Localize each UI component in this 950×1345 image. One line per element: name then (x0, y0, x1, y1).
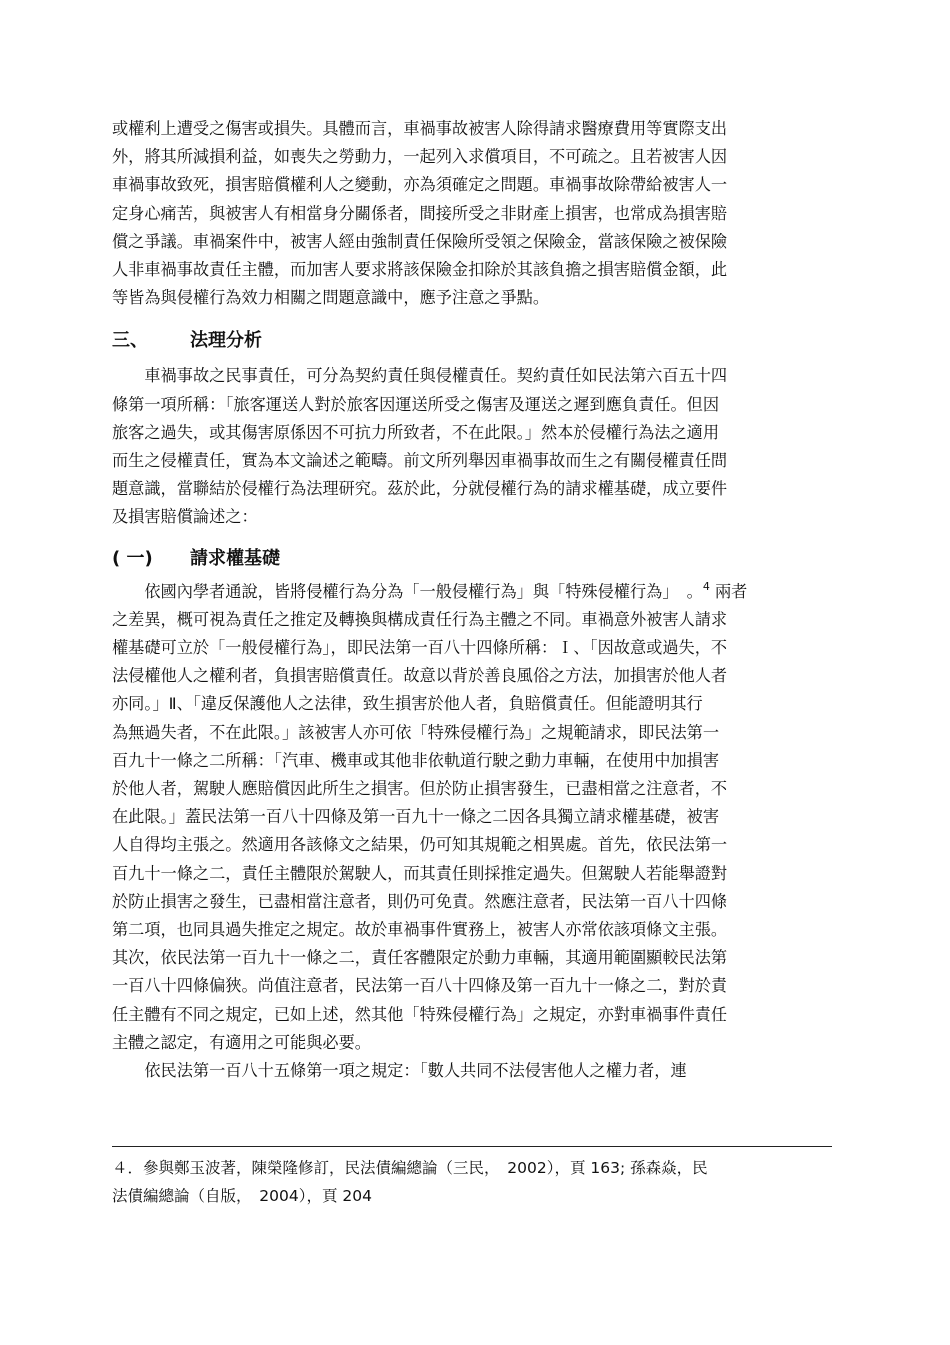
footnote-divider (112, 1146, 832, 1147)
text-line: 其次，依民法第一百九十一條之二，責任客體限定於動力車輛，其適用範圍顯較民法第 (112, 948, 728, 968)
text-fragment: 依國內學者通說，皆將侵權行為分為「一般侵權行為」與「特殊侵權行為」 。 (112, 581, 703, 601)
subsection-number: ( 一) (112, 547, 153, 569)
text-line: 之差異，概可視為責任之推定及轉換與構成責任行為主體之不同。車禍意外被害人請求 (112, 609, 728, 629)
text-line: 為無過失者，不在此限。」該被害人亦可依「特殊侵權行為」之規範請求，即民法第一 (112, 722, 720, 742)
text-line: 在此限。」蓋民法第一百八十四條及第一百九十一條之二因各具獨立請求權基礎，被害 (112, 807, 720, 827)
text-line: 任主體有不同之規定，已如上述，然其他「特殊侵權行為」之規定，亦對車禍事件責任 (112, 1004, 728, 1024)
text-fragment: 兩者 (709, 581, 748, 601)
text-line: 外，將其所減損利益，如喪失之勞動力，一起列入求償項目，不可疏之。且若被害人因 (112, 147, 728, 167)
page-body (112, 115, 836, 1085)
text-line: 人自得均主張之。然適用各該條文之結果，仍可知其規範之相異處。首先，依民法第一 (112, 835, 728, 855)
paragraph-legal-analysis (112, 362, 836, 531)
text-line: 亦同。」Ⅱ、「違反保護他人之法律，致生損害於他人者，負賠償責任。但能證明其行 (112, 694, 703, 714)
footnote (112, 1154, 832, 1210)
text-line (112, 578, 836, 606)
text-line: 依民法第一百八十五條第一項之規定：「數人共同不法侵害他人之權力者，連 (112, 1061, 687, 1081)
text-line: 人非車禍事故責任主體，而加害人要求將該保險金扣除於其該負擔之損害賠償金額，此 (112, 260, 728, 280)
paragraph-damages (112, 115, 836, 312)
text-line: 於他人者，駕駛人應賠償因此所生之損害。但於防止損害發生，已盡相當之注意者，不 (112, 779, 728, 799)
section-number: 三、 (112, 330, 148, 352)
footnote-line: ４．參與鄭玉波著，陳榮隆修訂，民法債編總論（三民， 2002），頁 163; 孫森焱，民 (112, 1159, 708, 1177)
paragraph-joint-tort (112, 1057, 836, 1085)
text-line: 主體之認定，有適用之可能與必要。 (112, 1032, 371, 1052)
subsection-heading (112, 544, 836, 574)
text-line: 車禍事故之民事責任，可分為契約責任與侵權責任。契約責任如民法第六百五十四 (112, 366, 728, 386)
text-line: 旅客之過失，或其傷害原係因不可抗力所致者，不在此限。」然本於侵權行為法之適用 (112, 422, 720, 442)
text-line: 條第一項所稱：「旅客運送人對於旅客因運送所受之傷害及運送之遲到應負責任。但因 (112, 394, 720, 414)
section-heading (112, 326, 836, 356)
text-line: 法侵權他人之權利者，負損害賠償責任。故意以背於善良風俗之方法，加損害於他人者 (112, 666, 728, 686)
section-title: 法理分析 (190, 330, 262, 352)
paragraph-claim-basis (112, 578, 836, 1057)
text-line: 而生之侵權責任，實為本文論述之範疇。前文所列舉因車禍事故而生之有關侵權責任問 (112, 451, 728, 471)
text-line: 等皆為與侵權行為效力相關之問題意識中，應予注意之爭點。 (112, 288, 550, 308)
footnote-line: 法債編總論（自版， 2004），頁 204 (112, 1187, 372, 1205)
text-line: 百九十一條之二，責任主體限於駕駛人，而其責任則採推定過失。但駕駛人若能舉證對 (112, 863, 728, 883)
text-line: 百九十一條之二所稱：「汽車、機車或其他非依軌道行駛之動力車輛，在使用中加損害 (112, 750, 720, 770)
text-line: 定身心痛苦，與被害人有相當身分關係者，間接所受之非財產上損害，也常成為損害賠 (112, 203, 728, 223)
text-line: 於防止損害之發生，已盡相當注意者，則仍可免責。然應注意者，民法第一百八十四條 (112, 891, 728, 911)
text-line: 或權利上遭受之傷害或損失。具體而言，車禍事故被害人除得請求醫療費用等實際支出 (112, 119, 728, 138)
text-line: 償之爭議。車禍案件中，被害人經由強制責任保險所受領之保險金，當該保險之被保險 (112, 231, 728, 251)
subsection-title: 請求權基礎 (190, 547, 280, 569)
footnote-ref[interactable]: 4 (702, 579, 710, 593)
text-line: 權基礎可立於「一般侵權行為」，即民法第一百八十四條所稱：Ｉ、「因故意或過失，不 (112, 638, 728, 658)
text-line: 題意識，當聯結於侵權行為法理研究。茲於此，分就侵權行為的請求權基礎，成立要件 (112, 479, 728, 499)
text-line: 及損害賠償論述之： (112, 507, 258, 527)
text-line: 車禍事故致死，損害賠償權利人之變動，亦為須確定之問題。車禍事故除帶給被害人一 (112, 175, 728, 195)
text-line: 第二項，也同具過失推定之規定。故於車禍事件實務上，被害人亦常依該項條文主張。 (112, 920, 728, 940)
text-line: 一百八十四條偏狹。尚值注意者，民法第一百八十四條及第一百九十一條之二，對於責 (112, 976, 728, 996)
